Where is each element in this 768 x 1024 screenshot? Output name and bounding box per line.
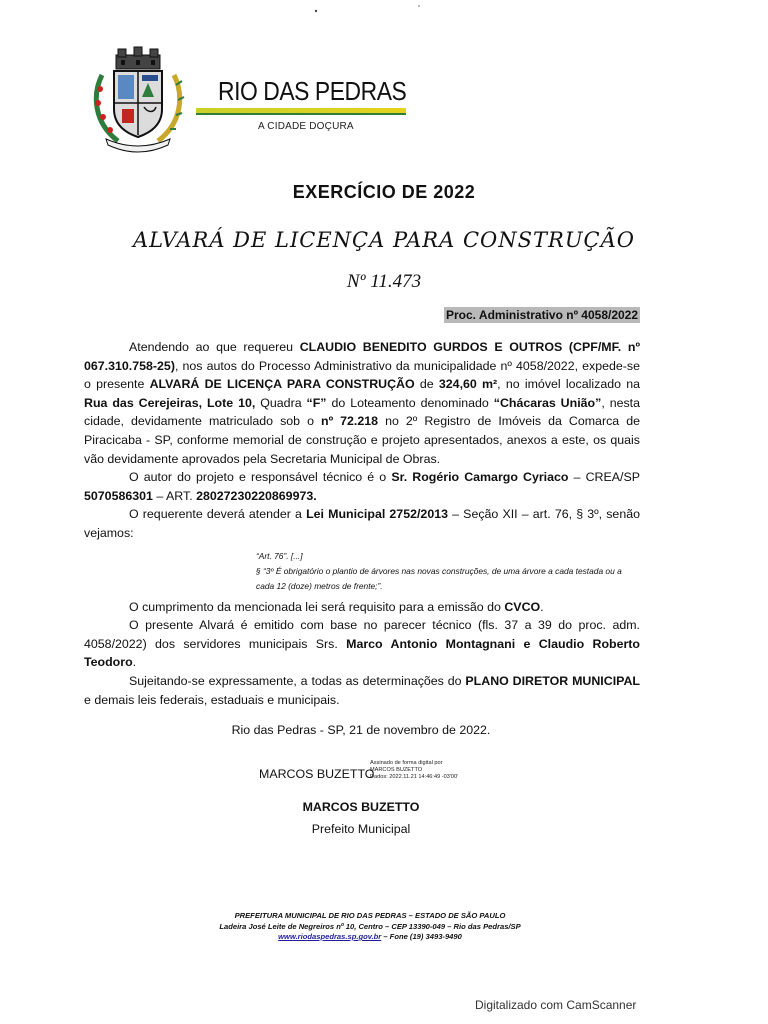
- paragraph-law: O requerente deverá atender a Lei Municipal 2752/2013 – Seção XII – art. 76, § 3º, senão vejamos:: [84, 507, 640, 540]
- scanner-watermark: Digitalizado com CamScanner: [475, 998, 637, 1012]
- paragraph-request: Atendendo ao que requereu CLAUDIO BENEDITO GURDOS E OUTROS (CPF/MF. nº 067.310.758-25), nos autos do Processo Administrativo da municipalidade nº 4058/2022, expede-se o presente ALVARÁ DE LICENÇA PARA CONSTRUÇÃO de 324,60 m², no imóvel localizado na Rua das Cerejeiras, Lote 10, Quadra “F” do Loteamento denominado “Chácaras União”, nesta cidade, devidamente matriculado sob o nº 72.218 no 2º Registro de Imóveis da Comarca de Piracicaba - SP, conforme memorial de construção e projeto apresentados, anexos a este, os quais vão devidamente aprovados pela Secretaria Municipal de Obras.: [84, 340, 641, 466]
- paragraph-author: O autor do projeto e responsável técnico é o Sr. Rogério Camargo Cyriaco – CREA/SP 5070586301 – ART. 28027230220869973.: [84, 470, 640, 503]
- footer-address-block: PREFEITURA MUNICIPAL DE RIO DAS PEDRAS – ESTADO DE SÃO PAULO Ladeira José Leite de Negreiros nº 10, Centro – CEP 13390-049 – Rio das Pedras/SP www.riodaspedras.sp.gov.br – Fone (19) 3493-9490: [219, 911, 521, 941]
- municipal-coat-of-arms-icon: [88, 45, 188, 155]
- document-body: [84, 338, 640, 709]
- digital-signature-details: Assinado de forma digital por MARCOS BUZETTO Dados: 2022.11.21 14:46:49 -03'00': [370, 760, 459, 780]
- exercise-year-heading: EXERCÍCIO DE 2022: [292, 182, 476, 202]
- brand-tagline: A CIDADE DOÇURA: [258, 121, 354, 132]
- signatory-name: MARCOS BUZETTO: [302, 800, 420, 814]
- website-link[interactable]: www.riodaspedras.sp.gov.br: [278, 932, 382, 941]
- paragraph-cvco: O cumprimento da mencionada lei será requisito para a emissão do CVCO.: [129, 599, 544, 614]
- paragraph-technical-opinion: O presente Alvará é emitido com base no parecer técnico (fls. 37 a 39 do proc. adm. 4058/2022) dos servidores municipais Srs. Marco Antonio Montagnani e Claudio Roberto Teodoro.: [84, 618, 641, 670]
- digital-signature-name: MARCOS BUZETTO: [259, 767, 375, 781]
- signatory-role: Prefeito Municipal: [311, 822, 411, 836]
- document-title: ALVARÁ DE LICENÇA PARA CONSTRUÇÃO: [133, 228, 635, 252]
- process-number-label: Proc. Administrativo nº 4058/2022: [446, 308, 639, 322]
- scan-specks: [0, 0, 768, 20]
- license-number: Nº 11.473: [346, 271, 422, 292]
- brand-name: RIO DAS PEDRAS: [218, 76, 407, 106]
- paragraph-master-plan: Sujeitando-se expressamente, a todas as determinações do PLANO DIRETOR MUNICIPAL e demais leis federais, estaduais e municipais.: [84, 673, 640, 707]
- law-quote: “Art. 76”. [...] § “3º É obrigatório o plantio de árvores nas novas construções, de uma árvore a cada testada ou a cada 12 (doze) metros de frente;”.: [256, 550, 622, 591]
- brand-accent-underline: [196, 113, 406, 115]
- place-and-date: Rio das Pedras - SP, 21 de novembro de 2022.: [231, 723, 491, 737]
